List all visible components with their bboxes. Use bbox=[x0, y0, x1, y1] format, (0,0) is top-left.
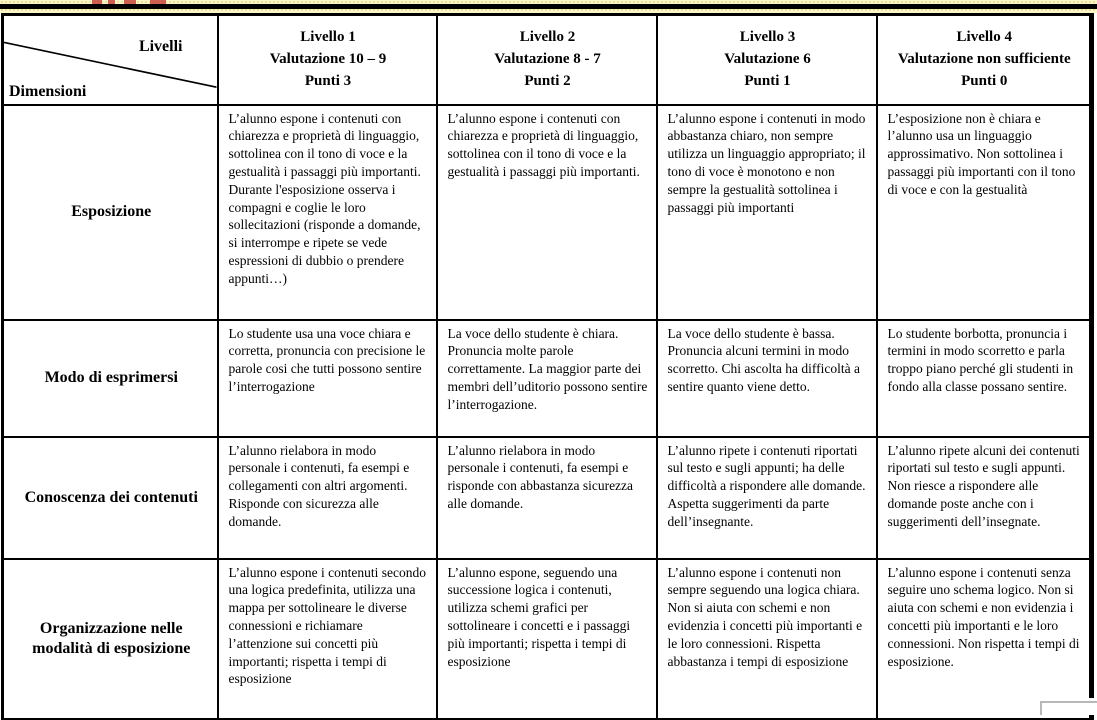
row-label-conoscenza-dei-contenuti: Conoscenza dei contenuti bbox=[3, 437, 218, 559]
cell-conoscenza-livello-1: L’alunno rielabora in modo personale i contenuti, fa esempi e collegamenti con altri argomenti. Risponde con sicurezza alle domande. bbox=[218, 437, 437, 559]
corner-label-livelli: Livelli bbox=[138, 38, 183, 55]
level-punti: Punti 0 bbox=[961, 72, 1008, 89]
cell-organizzazione-livello-4: L’alunno espone i contenuti senza seguire uno schema logico. Non si aiuta con schemi e non evidenzia i concetti più importanti e le loro connessioni. Non rispetta i tempi di esposizione. bbox=[877, 559, 1092, 719]
table-row-esposizione bbox=[3, 105, 1092, 320]
level-valutazione: Valutazione non sufficiente bbox=[897, 50, 1071, 67]
cell-modo-livello-1: Lo studente usa una voce chiara e corretta, pronuncia con precisione le parole cosi che tutti possono sentire l’interrogazione bbox=[218, 320, 437, 437]
level-valutazione: Valutazione 10 – 9 bbox=[269, 50, 387, 67]
highlight-strip bbox=[0, 0, 1097, 13]
cell-conoscenza-livello-3: L’alunno ripete i contenuti riportati sul testo e sugli appunti; ha delle difficoltà a rispondere alle domande. Aspetta suggerimenti da parte dell’insegnante. bbox=[657, 437, 877, 559]
table-row-organizzazione bbox=[3, 559, 1092, 719]
cell-esposizione-livello-4: L’esposizione non è chiara e l’alunno usa un linguaggio approssimativo. Non sottolinea i passaggi più importanti con il tono di voce e con la gestualità bbox=[877, 105, 1092, 320]
table-row-modo-di-esprimersi bbox=[3, 320, 1092, 437]
cell-esposizione-livello-2: L’alunno espone i contenuti con chiarezza e proprietà di linguaggio, sottolinea con il tono di voce e la gestualità i passaggi più importanti. bbox=[437, 105, 657, 320]
corner-label-dimensioni: Dimensioni bbox=[9, 82, 87, 100]
level-punti: Punti 3 bbox=[304, 72, 352, 89]
column-header-livello-4 bbox=[877, 15, 1092, 105]
row-label-modo-di-esprimersi: Modo di esprimersi bbox=[3, 320, 218, 437]
column-header-livello-3 bbox=[657, 15, 877, 105]
level-title: Livello 3 bbox=[739, 29, 796, 46]
cell-modo-livello-3: La voce dello studente è bassa. Pronuncia alcuni termini in modo scorretto. Chi ascolta ha difficoltà a sentire quanto viene detto. bbox=[657, 320, 877, 437]
cell-conoscenza-livello-2: L’alunno rielabora in modo personale i contenuti, fa esempi e risponde con abbastanza sicurezza alle domande. bbox=[437, 437, 657, 559]
level-punti: Punti 1 bbox=[744, 72, 791, 89]
level-valutazione: Valutazione 6 bbox=[724, 50, 811, 67]
column-header-livello-1 bbox=[218, 15, 437, 105]
level-title: Livello 4 bbox=[956, 29, 1012, 46]
row-label-esposizione: Esposizione bbox=[3, 105, 218, 320]
table-row-conoscenza-dei-contenuti bbox=[3, 437, 1092, 559]
rubric-table bbox=[1, 13, 1094, 720]
cell-modo-livello-2: La voce dello studente è chiara. Pronuncia molte parole correttamente. La maggior parte dei membri dell’uditorio possono sentire l’interrogazione. bbox=[437, 320, 657, 437]
top-border-rule bbox=[0, 4, 1097, 9]
cell-organizzazione-livello-3: L’alunno espone i contenuti non sempre seguendo una logica chiara. Non si aiuta con schemi e non evidenzia i concetti più importanti e le loro connessioni. Rispetta abbastanza i tempi di esposizione bbox=[657, 559, 877, 719]
level-title: Livello 1 bbox=[300, 29, 356, 46]
corner-cell-livelli-dimensioni bbox=[3, 15, 218, 105]
level-punti: Punti 2 bbox=[524, 72, 571, 89]
cell-organizzazione-livello-2: L’alunno espone, seguendo una successione logica i contenuti, utilizza schemi grafici per sottolineare i concetti e i passaggi più importanti; rispetta i tempi di esposizione bbox=[437, 559, 657, 719]
header-row bbox=[3, 15, 1092, 105]
column-header-livello-2 bbox=[437, 15, 657, 105]
cell-esposizione-livello-3: L’alunno espone i contenuti in modo abbastanza chiaro, non sempre utilizza un linguaggio appropriato; il tono di voce è monotono e non sempre la gestualità sottolinea i passaggi più importanti bbox=[657, 105, 877, 320]
cell-esposizione-livello-1: L’alunno espone i contenuti con chiarezza e proprietà di linguaggio, sottolinea con il tono di voce e la gestualità i passaggi più importanti. Durante l'esposizione osserva i compagni e coglie le loro sollecitazioni (risponde a domande, si interrompe e ripete se vede espressioni di dubbio o prendere appunti…) bbox=[218, 105, 437, 320]
level-title: Livello 2 bbox=[519, 29, 576, 46]
cell-conoscenza-livello-4: L’alunno ripete alcuni dei contenuti riportati sul testo e sugli appunti. Non riesce a rispondere alle domande poste anche con i suggerimenti dell’insegnate. bbox=[877, 437, 1092, 559]
cell-organizzazione-livello-1: L’alunno espone i contenuti secondo una logica predefinita, utilizza una mappa per sottolineare le diverse connessioni e richiamare l’attenzione sui concetti più importanti; rispetta i tempi di esposizione bbox=[218, 559, 437, 719]
cell-modo-livello-4: Lo studente borbotta, pronuncia i termini in modo scorretto e parla troppo piano perché gli studenti in fondo alla classe possano sentire. bbox=[877, 320, 1092, 437]
level-valutazione: Valutazione 8 - 7 bbox=[494, 50, 601, 67]
row-label-organizzazione: Organizzazione nelle modalità di esposizione bbox=[3, 559, 218, 719]
